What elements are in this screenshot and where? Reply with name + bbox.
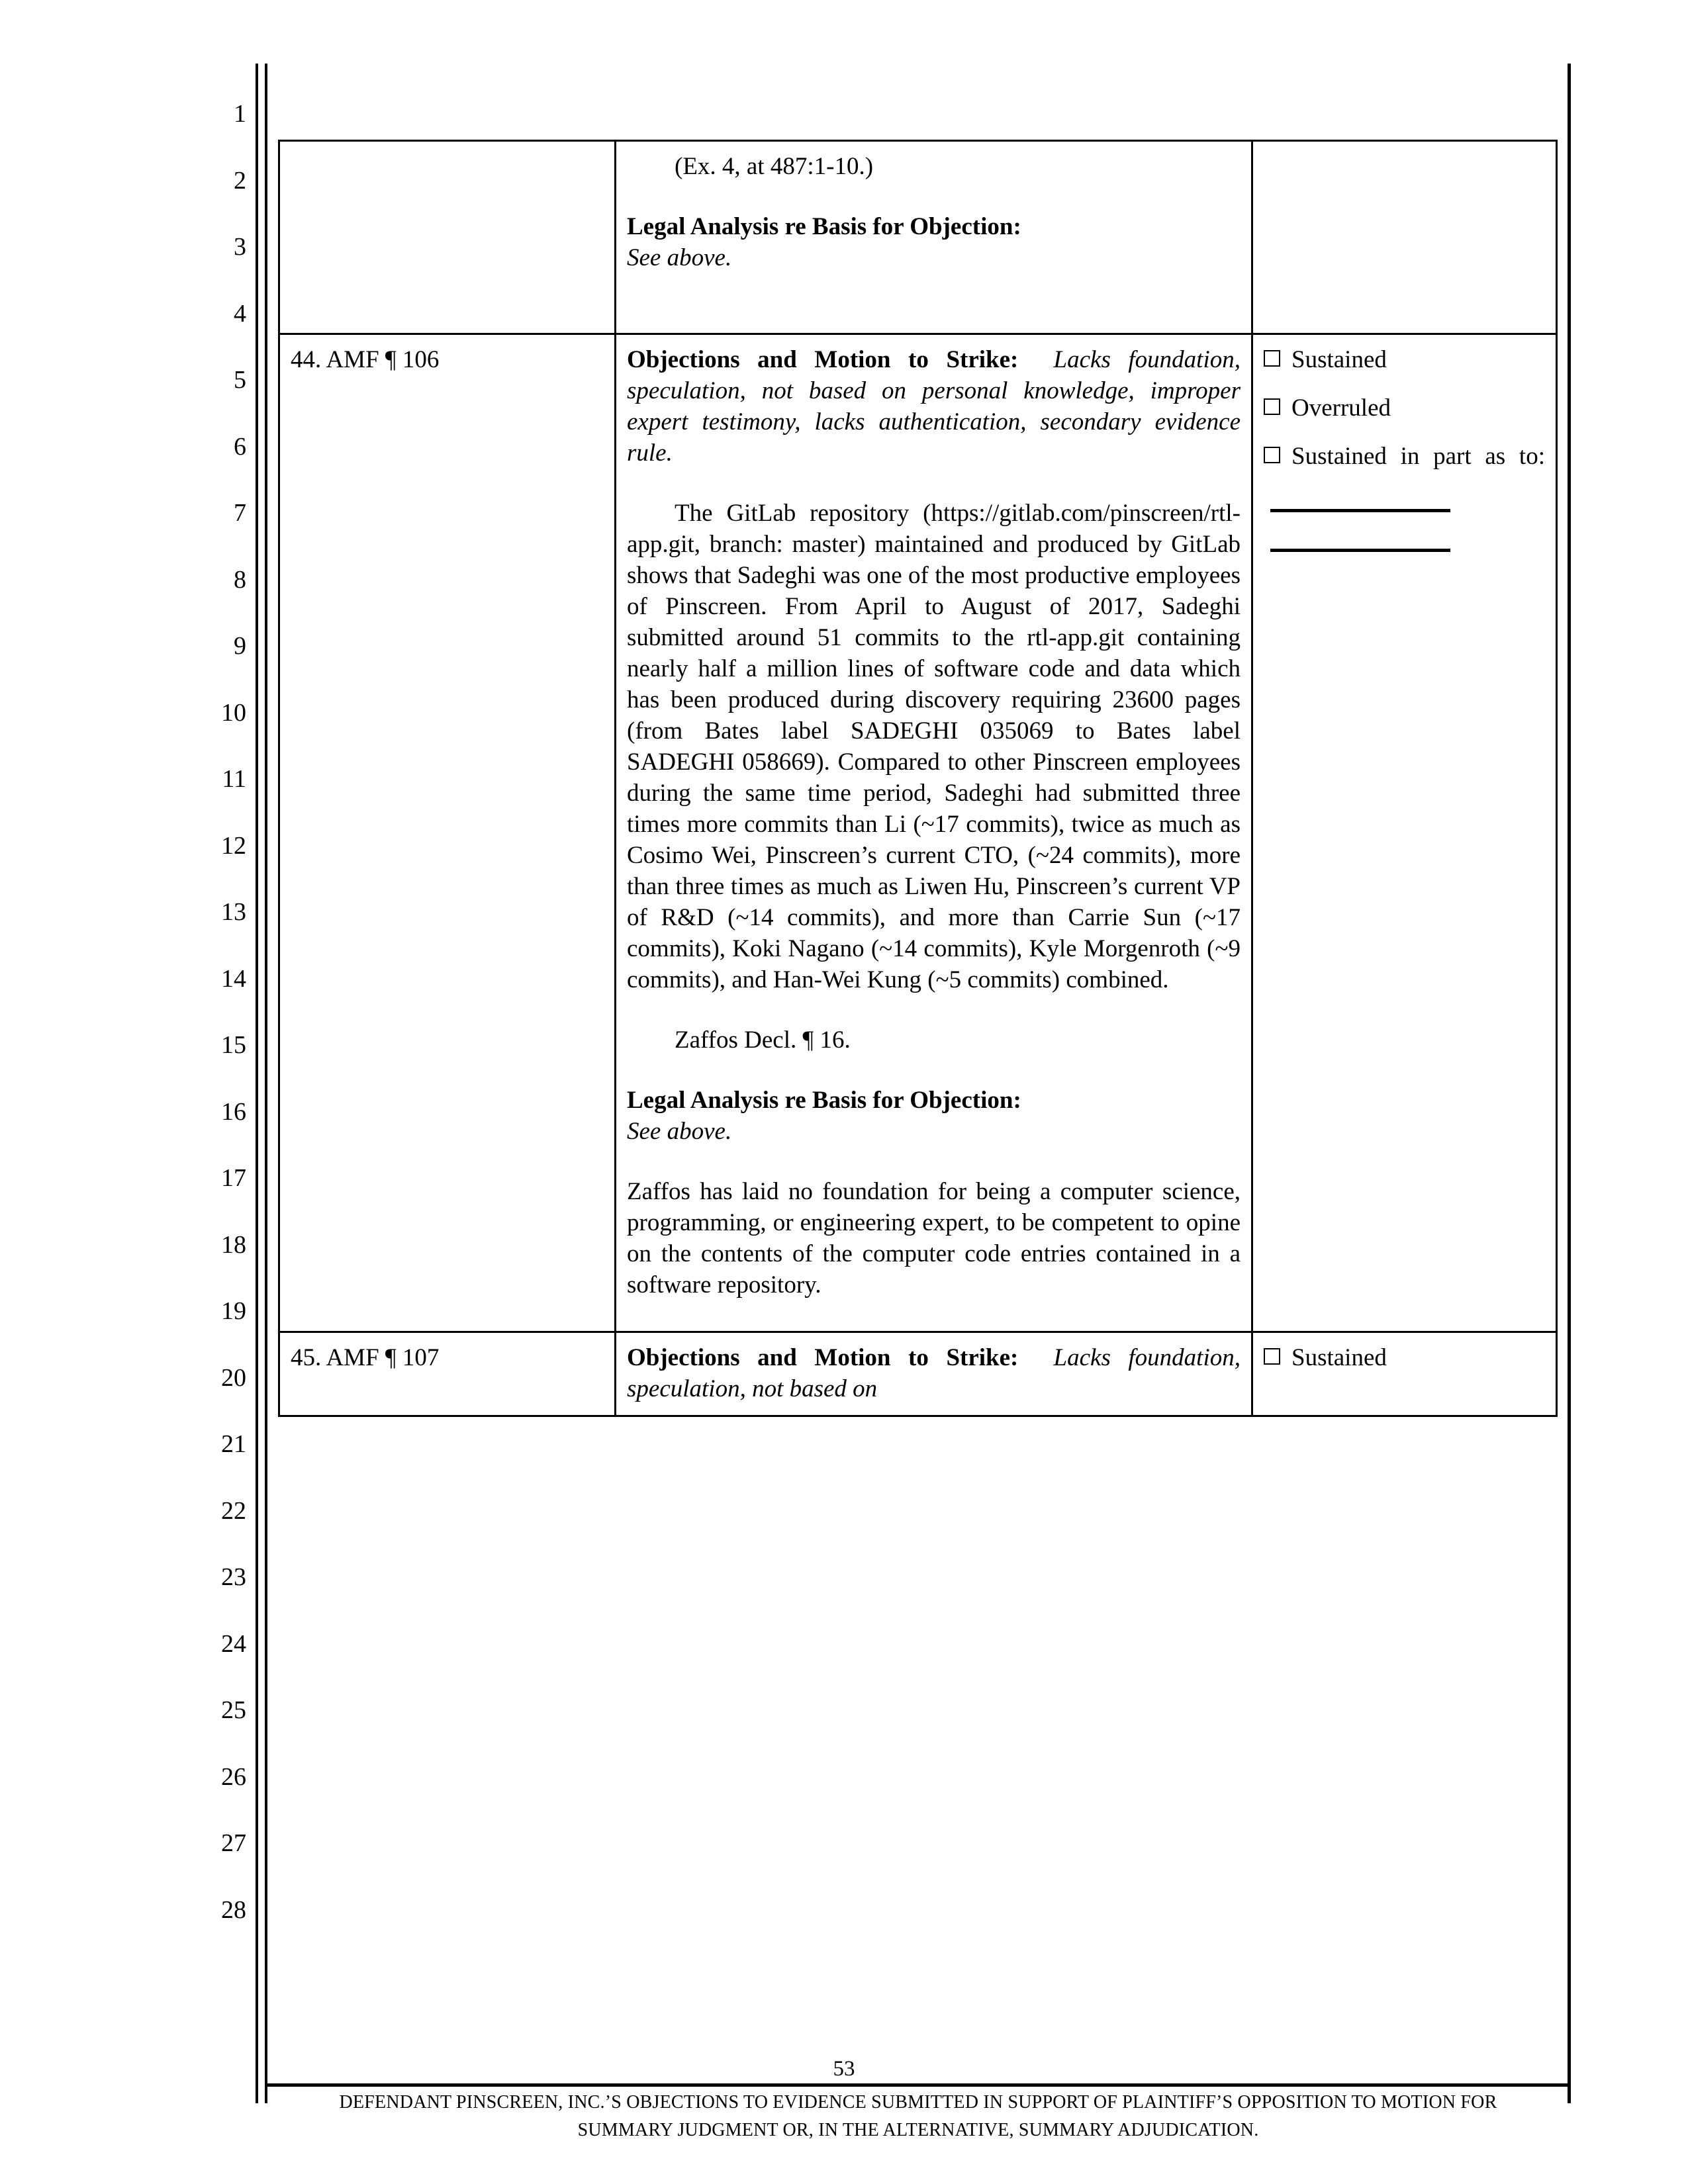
objection-cell [616, 334, 1252, 1332]
table-row [279, 1332, 1557, 1416]
objection-heading: Objections and Motion to Strike: [627, 346, 1019, 373]
footer-divider [267, 2083, 1569, 2087]
objection-grounds: Lacks foundation, speculation, not based on personal knowledge, improper expert testimony, lacks authentication, secondary evidence rule. [627, 346, 1241, 467]
line-number: 17 [221, 1164, 246, 1192]
line-number: 7 [234, 499, 246, 527]
reference-label: 45. AMF ¶ 107 [291, 1344, 440, 1371]
line-number: 16 [221, 1097, 246, 1126]
line-number: 14 [221, 964, 246, 993]
spacer [627, 1147, 1241, 1176]
reference-label: 44. AMF ¶ 106 [291, 346, 440, 373]
line-number-column [199, 81, 246, 1943]
line-number: 23 [221, 1563, 246, 1591]
pleading-rule-left-outer [256, 64, 258, 2103]
ruling-cell [1252, 141, 1557, 334]
quoted-evidence: The GitLab repository (https://gitlab.com/pinscreen/rtl-app.git, branch: master) maintained and produced by GitLab shows that Sadeghi was one of the most productive employees of Pinscreen. From April to August of 2017, Sadeghi submitted around 51 commits to the rtl-app.git containing nearly half a million lines of software code and data which has been produced during discovery requiring 23600 pages (from Bates label SADEGHI 035069 to Bates label SADEGHI 058669). Compared to other Pinscreen employees during the same time period, Sadeghi had submitted three times more commits than Li (~17 commits), twice as much as Cosimo Wei, Pinscreen’s current CTO, (~24 commits), more than three times as much as Liwen Hu, Pinscreen’s current VP of R&D (~14 commits), and more than Carrie Sun (~17 commits), Koki Nagano (~14 commits), Kyle Morgenroth (~9 commits), and Han-Wei Kung (~5 commits) combined. [627, 500, 1241, 993]
table-row [279, 141, 1557, 334]
spacer [627, 995, 1241, 1024]
objection-grounds: Lacks foundation, speculation, not based on [627, 1344, 1241, 1402]
spacer [627, 273, 1241, 322]
line-number: 25 [221, 1696, 246, 1724]
spacer [627, 1056, 1241, 1085]
line-number: 21 [221, 1430, 246, 1458]
spacer [627, 469, 1241, 498]
line-number: 15 [221, 1031, 246, 1059]
source-citation: Zaffos Decl. ¶ 16. [675, 1026, 851, 1054]
ruling-write-in-line[interactable] [1270, 549, 1450, 552]
objection-cell [616, 1332, 1252, 1416]
legal-analysis-text: See above. [627, 1118, 732, 1145]
legal-analysis-text: See above. [627, 244, 732, 271]
checkbox-icon[interactable] [1264, 398, 1280, 415]
ruling-option-sustained-in-part[interactable] [1264, 441, 1545, 472]
line-number: 1 [234, 100, 246, 128]
ruling-option-label: Sustained in part as to: [1291, 443, 1545, 470]
evidence-citation: (Ex. 4, at 487:1-10.) [675, 153, 874, 180]
line-number: 10 [221, 698, 246, 727]
line-number: 6 [234, 432, 246, 461]
line-number: 20 [221, 1363, 246, 1392]
line-number: 8 [234, 565, 246, 594]
checkbox-icon[interactable] [1264, 447, 1280, 463]
line-number: 4 [234, 299, 246, 328]
line-number: 28 [221, 1895, 246, 1924]
page-number: 53 [833, 2057, 855, 2081]
line-number: 24 [221, 1629, 246, 1658]
checkbox-icon[interactable] [1264, 350, 1280, 367]
objection-heading: Objections and Motion to Strike: [627, 1344, 1019, 1371]
ruling-option-sustained[interactable] [1264, 344, 1545, 375]
footer-line-2: SUMMARY JUDGMENT OR, IN THE ALTERNATIVE, SUMMARY ADJUDICATION. [577, 2120, 1259, 2140]
pleading-rule-left-inner [265, 64, 267, 2103]
objections-table [278, 140, 1558, 1417]
line-number: 19 [221, 1297, 246, 1325]
ruling-option-overruled[interactable] [1264, 392, 1545, 424]
line-number: 3 [234, 233, 246, 261]
footer-line-1: DEFENDANT PINSCREEN, INC.’S OBJECTIONS TO EVIDENCE SUBMITTED IN SUPPORT OF PLAINTIFF’S OPPOSITION TO MOTION FOR [339, 2092, 1497, 2113]
reference-cell [279, 334, 616, 1332]
line-number: 2 [234, 166, 246, 195]
reference-cell [279, 1332, 616, 1416]
objection-statement [627, 344, 1241, 469]
spacer [627, 1300, 1241, 1320]
reference-cell [279, 141, 616, 334]
spacer [627, 182, 1241, 211]
line-number: 26 [221, 1762, 246, 1791]
argument-text: Zaffos has laid no foundation for being a computer science, programming, or engineering expert, to be competent to opine on the contents of the computer code entries contained in a software repository. [627, 1178, 1241, 1298]
legal-analysis-heading: Legal Analysis re Basis for Objection: [627, 1087, 1021, 1114]
objection-statement [627, 1342, 1241, 1404]
ruling-option-sustained[interactable] [1264, 1342, 1545, 1373]
ruling-option-label: Overruled [1291, 394, 1391, 422]
line-number: 11 [222, 765, 246, 793]
ruling-option-label: Sustained [1291, 1344, 1387, 1371]
ruling-option-label: Sustained [1291, 346, 1387, 373]
objection-cell [616, 141, 1252, 334]
pleading-rule-right [1568, 64, 1571, 2103]
line-number: 27 [221, 1829, 246, 1857]
footer-caption [267, 2089, 1569, 2144]
line-number: 9 [234, 632, 246, 660]
ruling-write-in-line[interactable] [1270, 509, 1450, 512]
ruling-cell [1252, 334, 1557, 1332]
line-number: 18 [221, 1230, 246, 1259]
legal-analysis-heading: Legal Analysis re Basis for Objection: [627, 213, 1021, 240]
line-number: 13 [221, 898, 246, 926]
line-number: 12 [221, 831, 246, 860]
line-number: 5 [234, 366, 246, 394]
table-row [279, 334, 1557, 1332]
checkbox-icon[interactable] [1264, 1348, 1280, 1365]
line-number: 22 [221, 1496, 246, 1525]
ruling-cell [1252, 1332, 1557, 1416]
